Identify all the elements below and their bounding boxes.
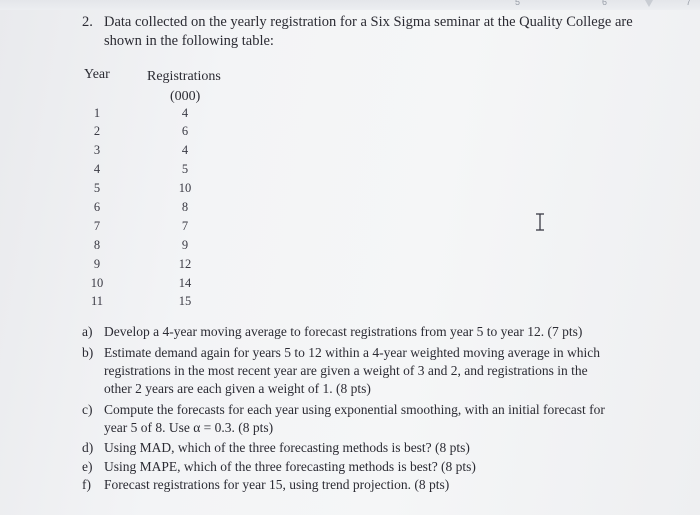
table-year-cell: 1 xyxy=(93,106,101,120)
table-year-cell: 9 xyxy=(93,257,101,271)
ruler-number: 6 xyxy=(602,0,608,7)
year-header: Year xyxy=(84,67,110,82)
ruler-number: 5 xyxy=(515,0,521,7)
task-text: Develop a 4-year moving average to forecast registrations from year 5 to year 12. (7 pts) xyxy=(104,324,583,339)
question-number: 2. xyxy=(82,14,93,30)
table-year-cell: 3 xyxy=(93,143,101,157)
task-label: c) xyxy=(82,402,93,417)
task-label: f) xyxy=(82,477,91,492)
text-cursor-icon xyxy=(534,212,546,232)
table-year-cell: 10 xyxy=(90,276,104,290)
task-text: registrations in the most recent year are given a weight of 3 and 2, and registrations in the xyxy=(104,363,588,378)
table-year-cell: 5 xyxy=(93,181,101,195)
table-registration-cell: 12 xyxy=(178,257,192,271)
task-label: a) xyxy=(82,324,93,339)
task-label: b) xyxy=(82,345,94,360)
ruler-number: 7 xyxy=(686,0,692,7)
table-registration-cell: 9 xyxy=(181,238,189,252)
table-registration-cell: 4 xyxy=(181,106,189,120)
table-year-cell: 2 xyxy=(93,124,101,138)
registrations-unit: (000) xyxy=(170,89,201,104)
table-registration-cell: 15 xyxy=(178,294,192,308)
table-registration-cell: 10 xyxy=(178,181,192,195)
task-text: year 5 of 8. Use α = 0.3. (8 pts) xyxy=(104,420,274,435)
table-registration-cell: 4 xyxy=(181,143,189,157)
table-registration-cell: 7 xyxy=(181,219,189,233)
table-year-cell: 8 xyxy=(93,238,101,252)
table-registration-cell: 14 xyxy=(178,276,192,290)
ruler xyxy=(0,0,700,10)
ruler-indent-marker[interactable] xyxy=(645,0,653,7)
question-text: shown in the following table: xyxy=(104,33,274,49)
task-text: other 2 years are each given a weight of 1. (8 pts) xyxy=(104,381,371,396)
question-text: Data collected on the yearly registration for a Six Sigma seminar at the Quality College are xyxy=(104,14,633,30)
table-registration-cell: 8 xyxy=(181,200,189,214)
task-text: Compute the forecasts for each year using exponential smoothing, with an initial forecast for xyxy=(104,402,605,417)
task-label: e) xyxy=(82,459,93,474)
table-year-cell: 7 xyxy=(93,219,101,233)
task-text: Estimate demand again for years 5 to 12 within a 4-year weighted moving average in which xyxy=(104,345,600,360)
table-year-cell: 6 xyxy=(93,200,101,214)
table-year-cell: 11 xyxy=(90,294,104,308)
table-registration-cell: 6 xyxy=(181,124,189,138)
task-text: Using MAPE, which of the three forecasting methods is best? (8 pts) xyxy=(104,459,476,474)
registrations-header: Registrations xyxy=(147,69,221,84)
task-text: Using MAD, which of the three forecasting methods is best? (8 pts) xyxy=(104,440,470,455)
task-label: d) xyxy=(82,440,94,455)
table-registration-cell: 5 xyxy=(181,162,189,176)
table-year-cell: 4 xyxy=(93,162,101,176)
task-text: Forecast registrations for year 15, using trend projection. (8 pts) xyxy=(104,477,450,492)
